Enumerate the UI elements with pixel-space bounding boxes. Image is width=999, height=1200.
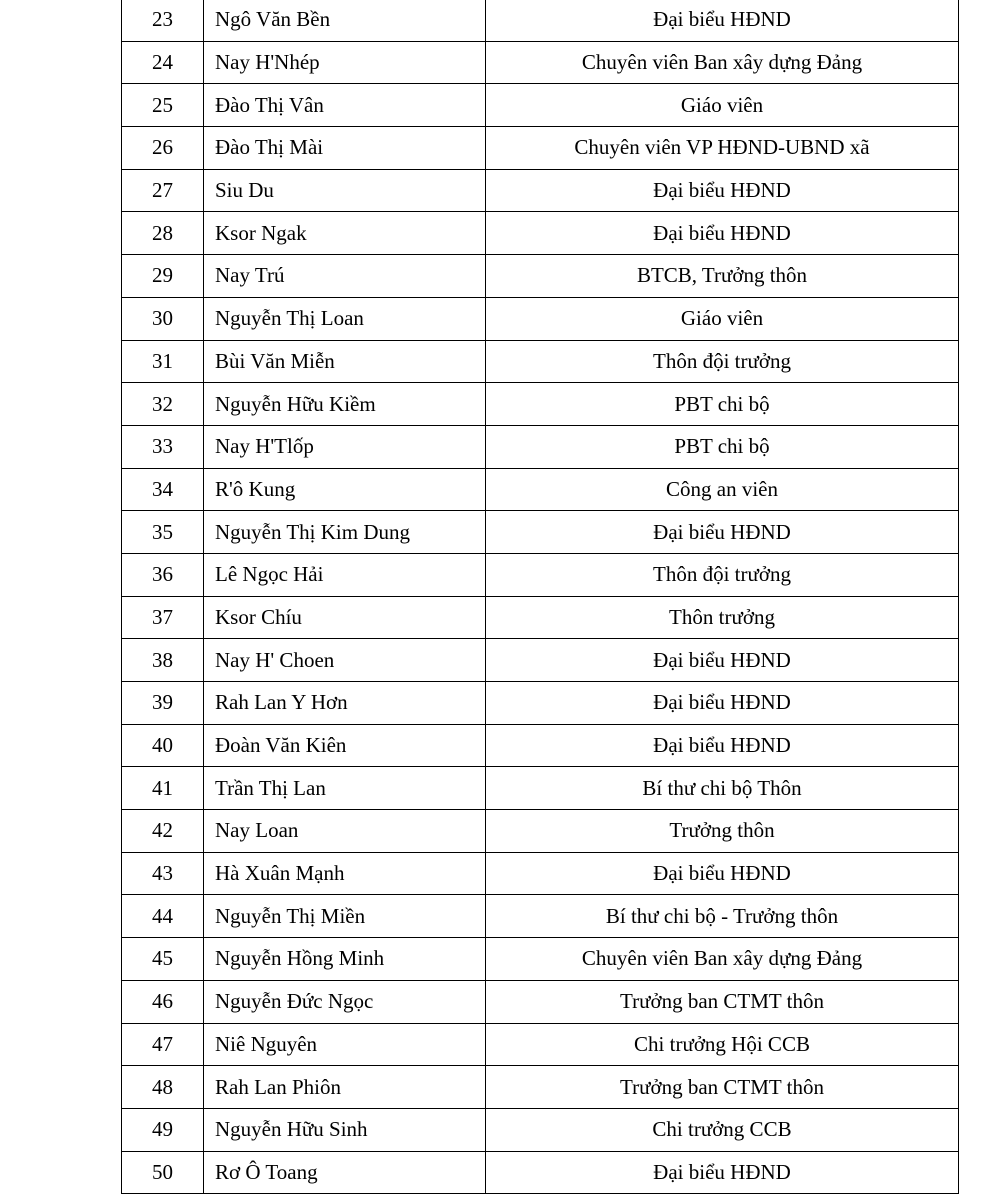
member-name-cell: Nguyễn Thị Loan [204,297,486,340]
row-number-cell: 35 [122,511,204,554]
table-row [122,1151,959,1194]
row-number-cell: 26 [122,127,204,170]
row-number-cell: 28 [122,212,204,255]
table-row [122,340,959,383]
row-number-cell: 44 [122,895,204,938]
row-number-cell: 24 [122,41,204,84]
member-name-cell: Niê Nguyên [204,1023,486,1066]
member-name-cell: Ngô Văn Bền [204,0,486,41]
member-role-cell: Đại biểu HĐND [486,0,959,41]
member-table [121,0,959,1194]
member-role-cell: Giáo viên [486,297,959,340]
member-name-cell: Nay H' Choen [204,639,486,682]
member-role-cell: Bí thư chi bộ Thôn [486,767,959,810]
row-number-cell: 49 [122,1108,204,1151]
member-role-cell: Đại biểu HĐND [486,511,959,554]
row-number-cell: 43 [122,852,204,895]
member-name-cell: Nguyễn Đức Ngọc [204,980,486,1023]
table-row [122,639,959,682]
row-number-cell: 30 [122,297,204,340]
row-number-cell: 38 [122,639,204,682]
table-row [122,511,959,554]
row-number-cell: 29 [122,255,204,298]
member-name-cell: Nay Trú [204,255,486,298]
row-number-cell: 40 [122,724,204,767]
member-role-cell: PBT chi bộ [486,383,959,426]
table-row [122,553,959,596]
table-row [122,938,959,981]
table-row [122,596,959,639]
member-name-cell: Nguyễn Hữu Kiềm [204,383,486,426]
member-name-cell: Trần Thị Lan [204,767,486,810]
table-row [122,297,959,340]
member-role-cell: Thôn trưởng [486,596,959,639]
table-row [122,895,959,938]
member-role-cell: Chuyên viên Ban xây dựng Đảng [486,938,959,981]
member-name-cell: Đào Thị Vân [204,84,486,127]
member-name-cell: Nay H'Nhép [204,41,486,84]
member-name-cell: Nguyễn Thị Kim Dung [204,511,486,554]
row-number-cell: 33 [122,425,204,468]
row-number-cell: 36 [122,553,204,596]
table-row [122,980,959,1023]
member-name-cell: Rah Lan Y Hơn [204,682,486,725]
row-number-cell: 39 [122,682,204,725]
member-name-cell: Đoàn Văn Kiên [204,724,486,767]
member-role-cell: Giáo viên [486,84,959,127]
table-row [122,724,959,767]
member-role-cell: Chi trưởng CCB [486,1108,959,1151]
table-row [122,425,959,468]
row-number-cell: 25 [122,84,204,127]
member-role-cell: Đại biểu HĐND [486,682,959,725]
member-name-cell: Rơ Ô Toang [204,1151,486,1194]
member-name-cell: Nguyễn Hồng Minh [204,938,486,981]
table-row [122,810,959,853]
table-row [122,1023,959,1066]
row-number-cell: 42 [122,810,204,853]
row-number-cell: 50 [122,1151,204,1194]
member-role-cell: PBT chi bộ [486,425,959,468]
member-name-cell: Hà Xuân Mạnh [204,852,486,895]
member-role-cell: Đại biểu HĐND [486,724,959,767]
member-role-cell: Đại biểu HĐND [486,212,959,255]
table-row [122,767,959,810]
row-number-cell: 31 [122,340,204,383]
member-role-cell: Trưởng thôn [486,810,959,853]
table-row [122,127,959,170]
member-role-cell: Chuyên viên VP HĐND-UBND xã [486,127,959,170]
member-name-cell: Bùi Văn Miễn [204,340,486,383]
member-name-cell: R'ô Kung [204,468,486,511]
member-role-cell: Đại biểu HĐND [486,169,959,212]
table-body [122,0,959,1194]
row-number-cell: 45 [122,938,204,981]
member-role-cell: Đại biểu HĐND [486,1151,959,1194]
member-role-cell: Đại biểu HĐND [486,639,959,682]
member-name-cell: Rah Lan Phiôn [204,1066,486,1109]
table-row [122,212,959,255]
table-row [122,682,959,725]
table-row [122,1108,959,1151]
row-number-cell: 46 [122,980,204,1023]
member-role-cell: Thôn đội trưởng [486,340,959,383]
member-role-cell: Trưởng ban CTMT thôn [486,1066,959,1109]
member-name-cell: Nguyễn Hữu Sinh [204,1108,486,1151]
member-role-cell: Chi trưởng Hội CCB [486,1023,959,1066]
member-name-cell: Đào Thị Mài [204,127,486,170]
row-number-cell: 34 [122,468,204,511]
table-row [122,1066,959,1109]
member-name-cell: Nay H'Tlốp [204,425,486,468]
table-row [122,255,959,298]
table-row [122,468,959,511]
row-number-cell: 47 [122,1023,204,1066]
member-role-cell: Trưởng ban CTMT thôn [486,980,959,1023]
row-number-cell: 48 [122,1066,204,1109]
table-row [122,383,959,426]
member-role-cell: Bí thư chi bộ - Trưởng thôn [486,895,959,938]
member-role-cell: Chuyên viên Ban xây dựng Đảng [486,41,959,84]
member-name-cell: Ksor Chíu [204,596,486,639]
table-row [122,169,959,212]
member-name-cell: Lê Ngọc Hải [204,553,486,596]
row-number-cell: 23 [122,0,204,41]
row-number-cell: 37 [122,596,204,639]
member-name-cell: Nguyễn Thị Miền [204,895,486,938]
table-row [122,852,959,895]
member-role-cell: Đại biểu HĐND [486,852,959,895]
table-row [122,41,959,84]
member-name-cell: Nay Loan [204,810,486,853]
member-role-cell: Thôn đội trưởng [486,553,959,596]
member-role-cell: Công an viên [486,468,959,511]
member-name-cell: Ksor Ngak [204,212,486,255]
row-number-cell: 41 [122,767,204,810]
row-number-cell: 27 [122,169,204,212]
table-row [122,84,959,127]
row-number-cell: 32 [122,383,204,426]
member-name-cell: Siu Du [204,169,486,212]
member-role-cell: BTCB, Trưởng thôn [486,255,959,298]
table-row [122,0,959,41]
